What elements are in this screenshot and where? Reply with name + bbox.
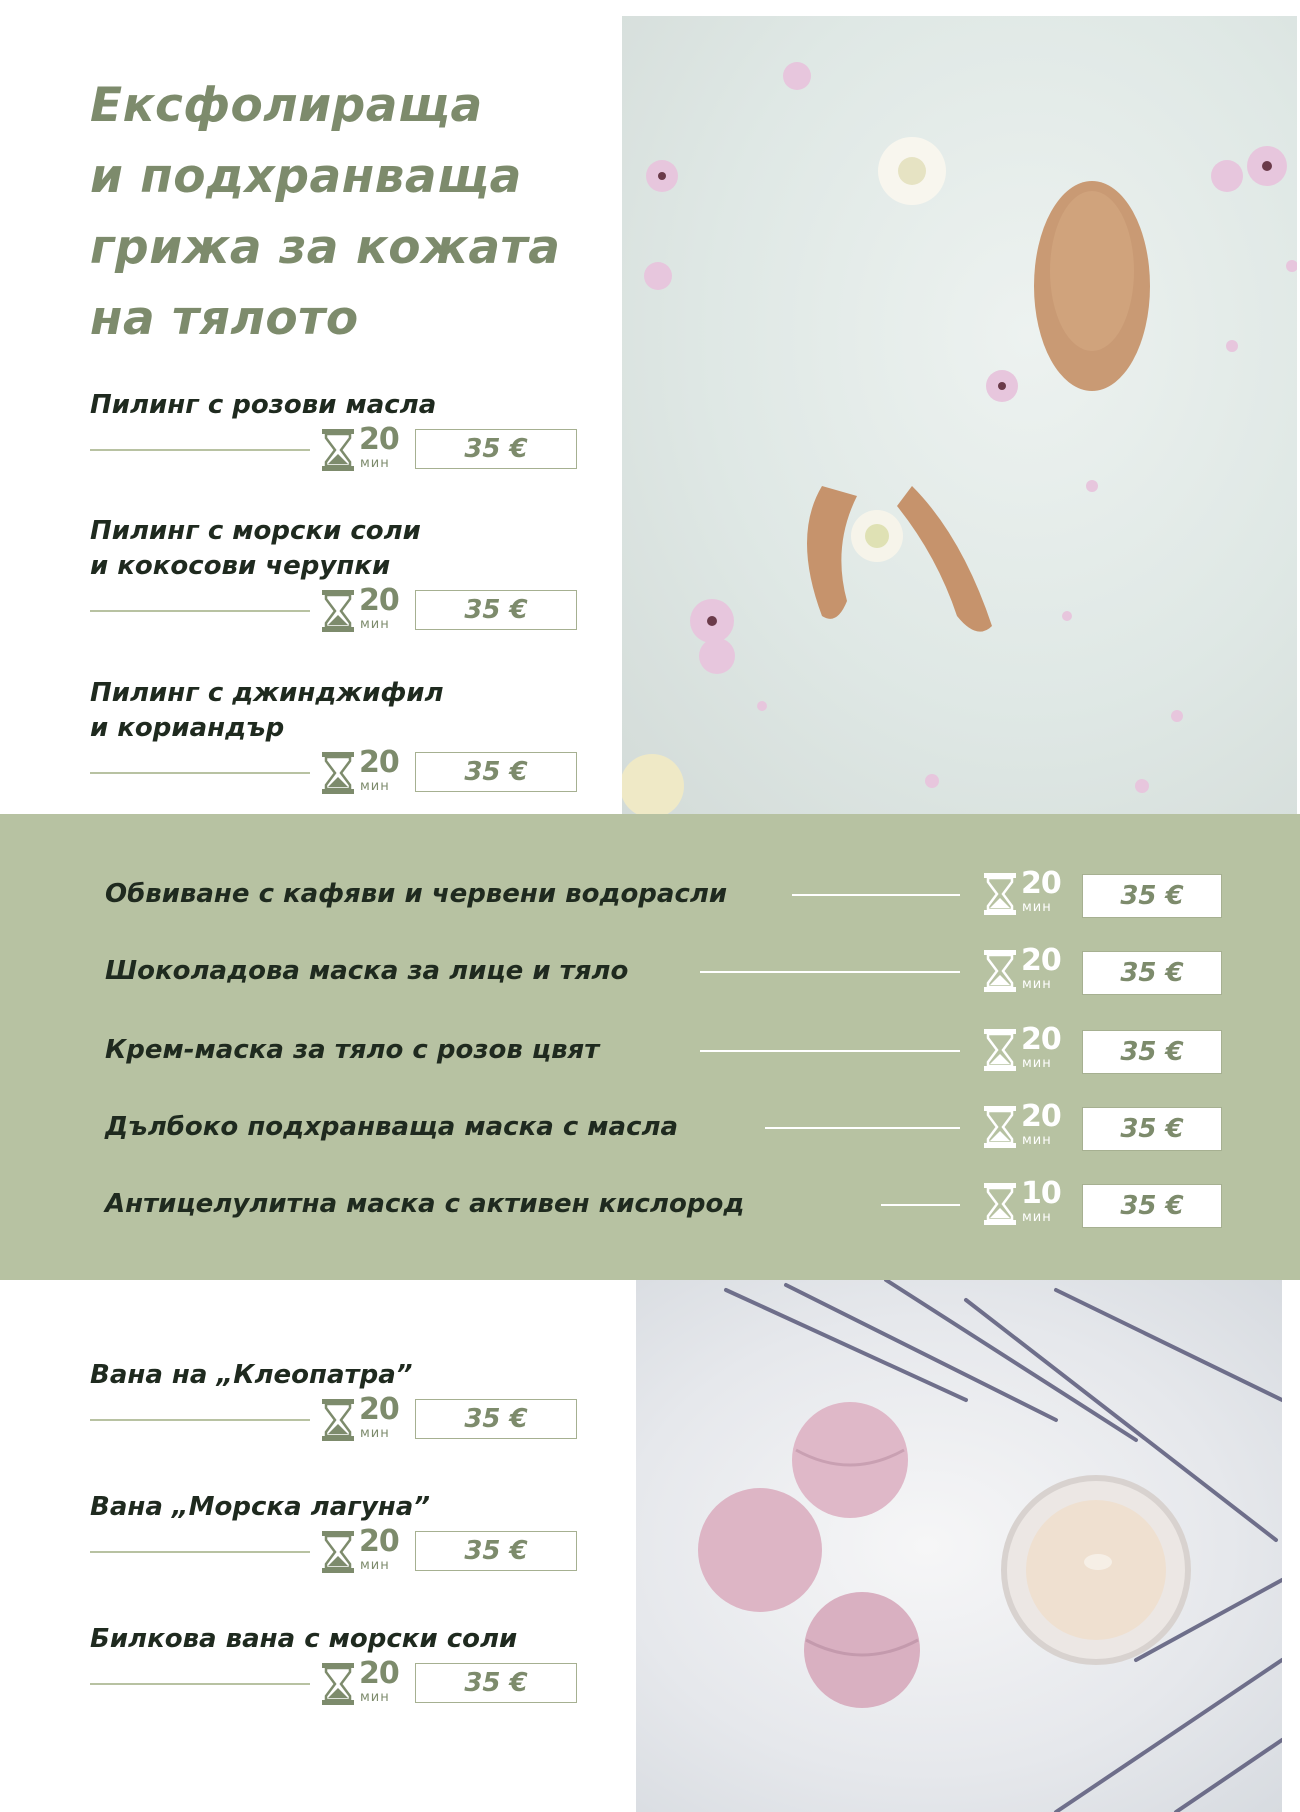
service-name: Крем-маска за тяло с розов цвят [105, 1035, 600, 1065]
hourglass-icon [320, 750, 356, 796]
duration-minutes: 20 [1021, 1099, 1061, 1134]
price-box: 35 € [415, 1399, 577, 1439]
price-box: 35 € [1082, 1030, 1222, 1074]
duration-minutes: 20 [359, 1524, 399, 1559]
price-box: 35 € [415, 429, 577, 469]
service-name: Обвиване с кафяви и червени водорасли [105, 879, 728, 909]
price-box: 35 € [1082, 1107, 1222, 1151]
duration-minutes: 20 [359, 583, 399, 618]
duration-badge [982, 943, 1064, 994]
service-name-line: Вана „Морска лагуна” [90, 1492, 431, 1522]
service-name [90, 676, 590, 746]
duration-badge [320, 745, 402, 796]
duration-unit: мин [360, 1558, 390, 1573]
hourglass-icon [320, 427, 356, 473]
hourglass-icon [982, 871, 1018, 917]
service-name-line: и кориандър [90, 713, 285, 743]
service-name [90, 1622, 590, 1657]
duration-minutes: 20 [359, 745, 399, 780]
service-name: Дълбоко подхранваща маска с масла [105, 1112, 679, 1142]
hourglass-icon [320, 588, 356, 634]
service-name-line: Пилинг с розови масла [90, 390, 437, 420]
hourglass-icon [320, 1397, 356, 1443]
service-item-mask-seaweed [105, 866, 1230, 921]
divider-line [90, 1419, 310, 1421]
service-item-bath-cleopatra [90, 1358, 590, 1443]
hourglass-icon [320, 1661, 356, 1707]
service-item-peeling-sea-salt [90, 514, 590, 634]
service-meta [90, 1392, 590, 1443]
service-meta [90, 422, 590, 473]
service-item-peeling-rose [90, 388, 590, 473]
duration-minutes: 20 [1021, 1022, 1061, 1057]
service-name [90, 1358, 590, 1393]
divider-line [765, 1127, 960, 1129]
service-name [90, 388, 590, 423]
service-name-line: Вана на „Клеопатра” [90, 1360, 413, 1390]
duration-minutes: 20 [1021, 866, 1061, 901]
service-meta [90, 1524, 590, 1575]
duration-badge [320, 583, 402, 634]
service-item-peeling-ginger [90, 676, 590, 796]
service-item-mask-oils [105, 1099, 1230, 1154]
masks-band [0, 814, 1300, 1280]
duration-badge [320, 1656, 402, 1707]
service-name-line: и кокосови черупки [90, 551, 391, 581]
divider-line [90, 1683, 310, 1685]
milk-bath-illustration [622, 16, 1297, 814]
duration-unit: мин [1022, 1210, 1052, 1225]
divider-line [90, 610, 310, 612]
duration-unit: мин [1022, 900, 1052, 915]
bath-bombs-illustration [636, 1280, 1282, 1812]
duration-badge [982, 1176, 1064, 1227]
hourglass-icon [982, 1027, 1018, 1073]
price-box: 35 € [415, 752, 577, 792]
page-title [90, 70, 630, 354]
price-box: 35 € [1082, 874, 1222, 918]
price-box: 35 € [1082, 1184, 1222, 1228]
milk-bath-photo [622, 16, 1297, 814]
duration-badge [320, 422, 402, 473]
price-box: 35 € [415, 1663, 577, 1703]
service-meta [90, 583, 590, 634]
hourglass-icon [982, 1181, 1018, 1227]
title-line: Ексфолираща [90, 78, 483, 133]
hourglass-icon [982, 1104, 1018, 1150]
duration-minutes: 20 [359, 1392, 399, 1427]
service-name [90, 1490, 590, 1525]
service-name: Шоколадова маска за лице и тяло [105, 956, 629, 986]
service-name-line: Пилинг с морски соли [90, 516, 421, 546]
service-item-mask-anticellulite [105, 1176, 1230, 1231]
divider-line [700, 1050, 960, 1052]
price-box: 35 € [415, 1531, 577, 1571]
service-item-mask-chocolate [105, 943, 1230, 998]
service-name [90, 514, 590, 584]
price-box: 35 € [1082, 951, 1222, 995]
duration-minutes: 20 [1021, 943, 1061, 978]
duration-badge [982, 866, 1064, 917]
duration-badge [320, 1392, 402, 1443]
duration-unit: мин [360, 1426, 390, 1441]
divider-line [90, 772, 310, 774]
duration-unit: мин [360, 779, 390, 794]
service-meta [90, 1656, 590, 1707]
service-item-bath-herbal [90, 1622, 590, 1707]
duration-badge [982, 1022, 1064, 1073]
duration-unit: мин [360, 617, 390, 632]
title-line: на тялото [90, 291, 359, 346]
service-item-bath-lagoon [90, 1490, 590, 1575]
duration-minutes: 20 [359, 1656, 399, 1691]
service-name-line: Билкова вана с морски соли [90, 1624, 518, 1654]
duration-badge [320, 1524, 402, 1575]
divider-line [881, 1204, 960, 1206]
price-box: 35 € [415, 590, 577, 630]
service-name: Антицелулитна маска с активен кислород [105, 1189, 745, 1219]
service-name-line: Пилинг с джинджифил [90, 678, 444, 708]
duration-unit: мин [1022, 1133, 1052, 1148]
bath-bombs-photo [636, 1280, 1282, 1812]
divider-line [90, 449, 310, 451]
duration-unit: мин [1022, 977, 1052, 992]
hourglass-icon [320, 1529, 356, 1575]
duration-minutes: 20 [359, 422, 399, 457]
duration-unit: мин [360, 1690, 390, 1705]
divider-line [700, 971, 960, 973]
divider-line [792, 894, 960, 896]
duration-unit: мин [1022, 1056, 1052, 1071]
title-line: и подхранваща [90, 149, 522, 204]
service-meta [90, 745, 590, 796]
duration-minutes: 10 [1021, 1176, 1061, 1211]
service-item-mask-rose-cream [105, 1022, 1230, 1077]
duration-badge [982, 1099, 1064, 1150]
hourglass-icon [982, 948, 1018, 994]
title-line: грижа за кожата [90, 220, 561, 275]
duration-unit: мин [360, 456, 390, 471]
divider-line [90, 1551, 310, 1553]
